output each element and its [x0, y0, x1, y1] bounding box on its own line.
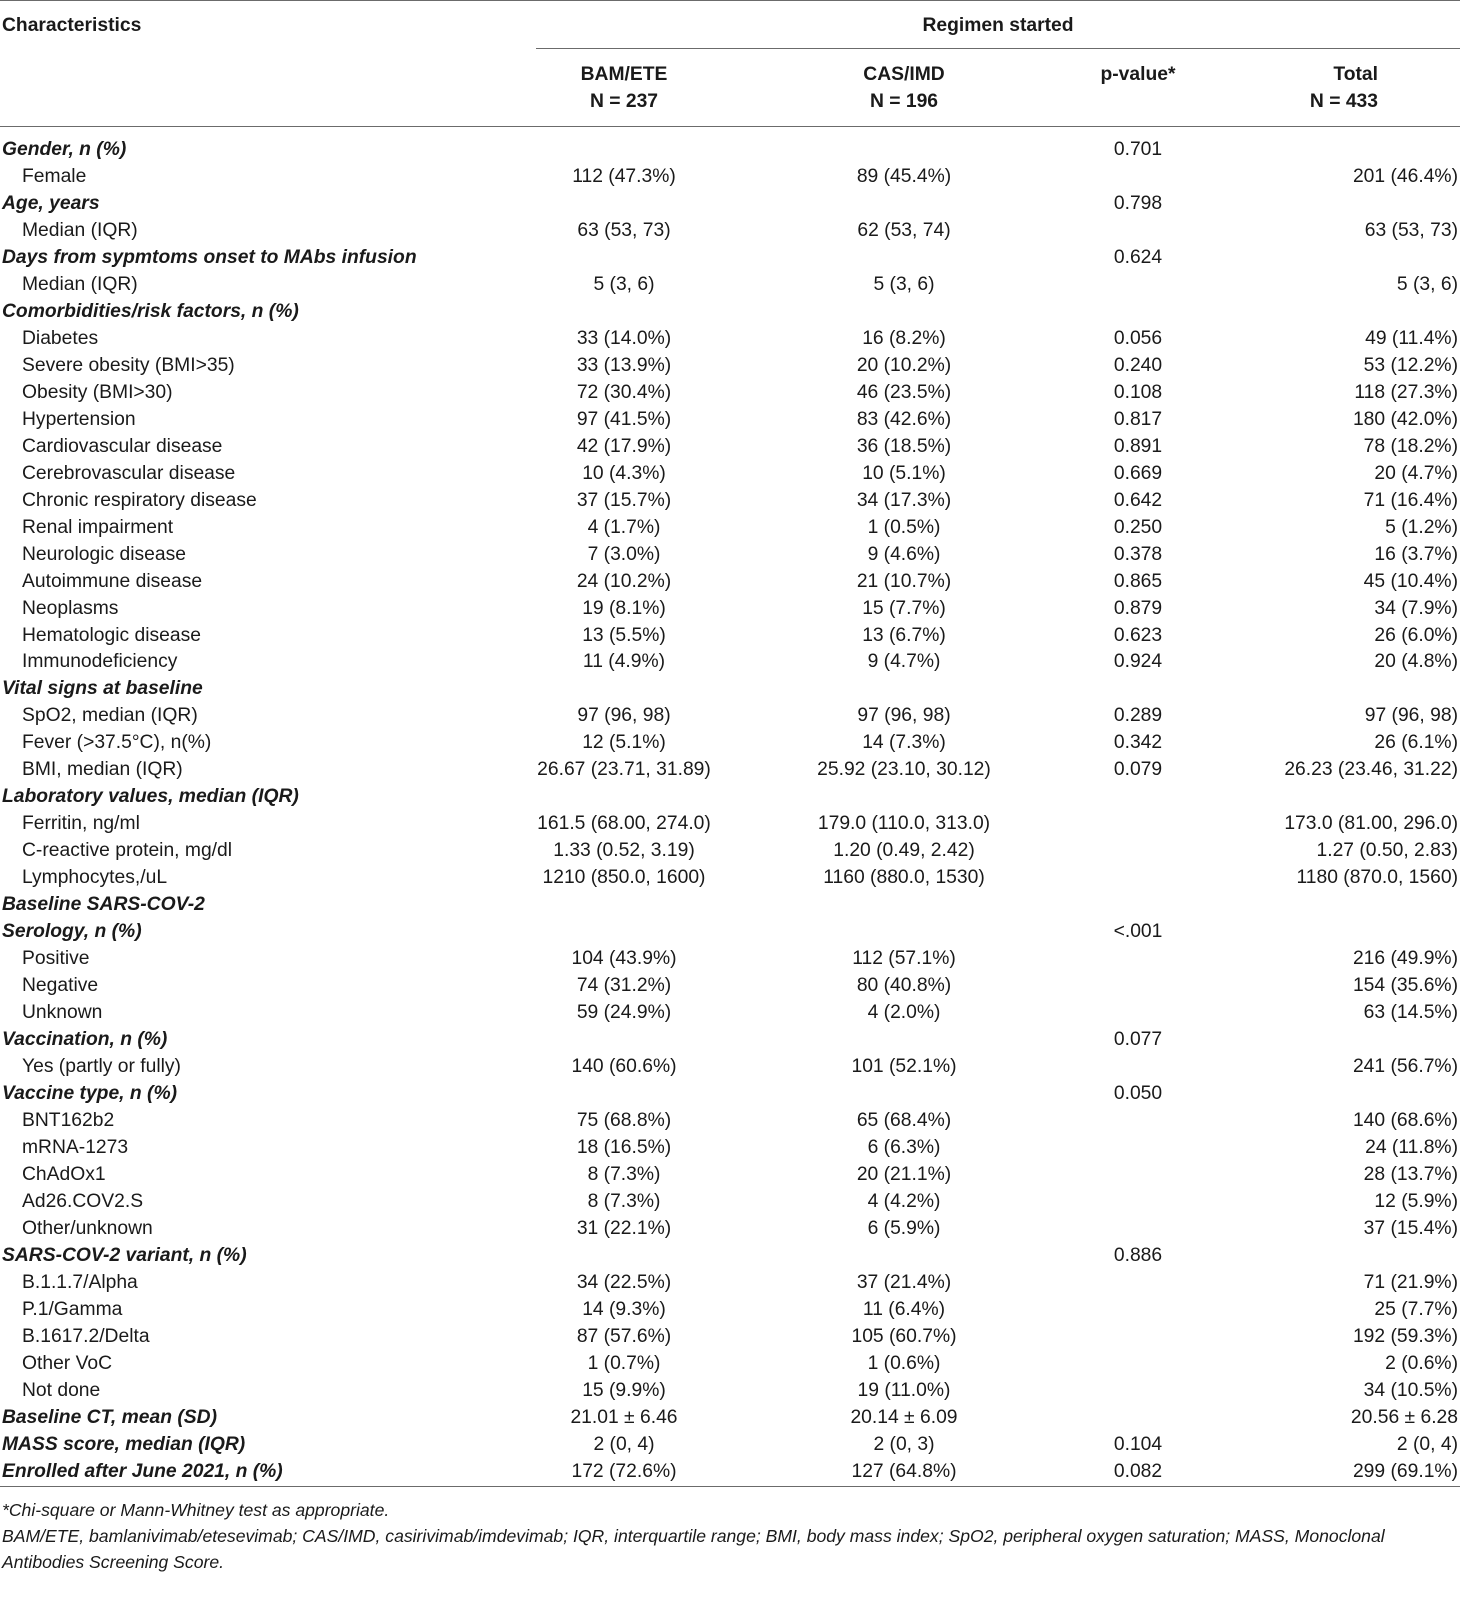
total-value: 154 (35.6%) [1352, 975, 1458, 997]
row-label: Lymphocytes,/uL [22, 867, 168, 889]
total-value: 53 (12.2%) [1363, 354, 1458, 376]
row-label: Fever (>37.5°C), n(%) [22, 732, 212, 754]
row-label: Severe obesity (BMI>35) [22, 354, 235, 376]
p-value: 0.104 [1113, 1433, 1163, 1455]
cas-imd-value: 13 (6.7%) [862, 624, 946, 646]
bam-ete-value: 37 (15.7%) [576, 489, 672, 511]
header-bam-ete-n: N = 237 [589, 91, 659, 112]
total-value: 5 (3, 6) [1396, 273, 1458, 295]
p-value: 0.924 [1113, 651, 1163, 673]
bam-ete-value: 13 (5.5%) [582, 624, 666, 646]
row-label: Other/unknown [22, 1217, 153, 1239]
row-label: P.1/Gamma [22, 1298, 123, 1320]
bam-ete-value: 10 (4.3%) [582, 462, 666, 484]
row-label: BNT162b2 [22, 1109, 115, 1131]
bam-ete-value: 21.01 ± 6.46 [570, 1406, 678, 1428]
total-value: 34 (7.9%) [1374, 597, 1458, 619]
header-p-value: p-value* [1100, 64, 1176, 85]
total-value: 5 (1.2%) [1385, 516, 1458, 538]
bam-ete-value: 104 (43.9%) [571, 948, 677, 970]
bam-ete-value: 18 (16.5%) [576, 1136, 672, 1158]
row-label: Hypertension [22, 408, 136, 430]
total-value: 12 (5.9%) [1374, 1190, 1458, 1212]
p-value: 0.056 [1113, 327, 1163, 349]
cas-imd-value: 6 (5.9%) [867, 1217, 941, 1239]
row-label: Other VoC [22, 1352, 113, 1374]
total-value: 63 (14.5%) [1363, 1002, 1458, 1023]
bam-ete-value: 42 (17.9%) [576, 435, 672, 457]
row-label: Baseline SARS-COV-2 [2, 894, 205, 916]
p-value: 0.891 [1113, 435, 1163, 457]
cas-imd-value: 15 (7.7%) [862, 597, 946, 619]
p-value: 0.886 [1113, 1244, 1163, 1266]
total-value: 299 (69.1%) [1352, 1460, 1458, 1482]
total-value: 16 (3.7%) [1374, 543, 1458, 565]
cas-imd-value: 4 (2.0%) [867, 1002, 941, 1023]
p-value: 0.289 [1113, 705, 1163, 727]
bam-ete-value: 8 (7.3%) [587, 1190, 661, 1212]
total-value: 140 (68.6%) [1352, 1109, 1458, 1131]
bam-ete-value: 87 (57.6%) [576, 1325, 672, 1347]
row-label: Yes (partly or fully) [22, 1056, 181, 1077]
bam-ete-value: 24 (10.2%) [576, 570, 672, 592]
bam-ete-value: 97 (96, 98) [577, 705, 671, 727]
total-value: 37 (15.4%) [1363, 1217, 1458, 1239]
bam-ete-value: 33 (13.9%) [576, 354, 672, 376]
row-label: Autoimmune disease [22, 570, 203, 592]
cas-imd-value: 89 (45.4%) [856, 166, 952, 187]
total-value: 20.56 ± 6.28 [1350, 1406, 1458, 1428]
row-label: Diabetes [22, 327, 99, 349]
p-value: 0.798 [1113, 192, 1163, 214]
row-label: B.1617.2/Delta [22, 1325, 150, 1347]
bam-ete-value: 34 (22.5%) [576, 1271, 672, 1293]
cas-imd-value: 83 (42.6%) [856, 408, 952, 430]
row-label: MASS score, median (IQR) [2, 1433, 246, 1455]
header-total-n: N = 433 [1309, 91, 1378, 112]
regimen-rule [536, 48, 1460, 49]
row-label: Vaccine type, n (%) [2, 1082, 178, 1104]
row-label: Immunodeficiency [22, 651, 178, 673]
p-value: 0.879 [1113, 597, 1163, 619]
top-rule [0, 0, 1460, 1]
cas-imd-value: 112 (57.1%) [852, 948, 956, 970]
p-value: 0.642 [1113, 489, 1163, 511]
row-label: Enrolled after June 2021, n (%) [2, 1460, 283, 1482]
total-value: 25 (7.7%) [1374, 1298, 1458, 1320]
row-label: Vital signs at baseline [2, 678, 203, 700]
bam-ete-value: 140 (60.6%) [571, 1056, 677, 1077]
row-label: Age, years [2, 192, 100, 214]
total-value: 97 (96, 98) [1364, 705, 1458, 727]
cas-imd-value: 34 (17.3%) [856, 489, 952, 511]
bam-ete-value: 15 (9.9%) [582, 1379, 666, 1401]
bam-ete-value: 75 (68.8%) [576, 1109, 672, 1131]
p-value: 0.623 [1113, 624, 1163, 646]
p-value: 0.108 [1113, 381, 1163, 403]
bam-ete-value: 19 (8.1%) [582, 597, 666, 619]
row-label: BMI, median (IQR) [22, 759, 183, 781]
bam-ete-value: 12 (5.1%) [582, 732, 666, 754]
cas-imd-value: 21 (10.7%) [856, 570, 952, 592]
total-value: 28 (13.7%) [1363, 1163, 1458, 1185]
bam-ete-value: 8 (7.3%) [587, 1163, 661, 1185]
row-label: Neurologic disease [22, 543, 186, 565]
row-label: SARS-COV-2 variant, n (%) [2, 1244, 247, 1266]
header-rule [0, 126, 1460, 127]
cas-imd-value: 9 (4.6%) [867, 543, 941, 565]
p-value: 0.817 [1113, 408, 1163, 430]
total-value: 192 (59.3%) [1352, 1325, 1458, 1347]
header-bam-ete: BAM/ETE [580, 64, 668, 85]
cas-imd-value: 14 (7.3%) [862, 732, 946, 754]
p-value: 0.240 [1113, 354, 1163, 376]
p-value: 0.082 [1113, 1460, 1163, 1482]
total-value: 71 (16.4%) [1363, 489, 1458, 511]
total-value: 173.0 (81.00, 296.0) [1284, 813, 1458, 835]
p-value: <.001 [1113, 921, 1163, 943]
row-label: Cerebrovascular disease [22, 462, 236, 484]
total-value: 26 (6.1%) [1374, 732, 1458, 754]
total-value: 2 (0, 4) [1396, 1433, 1458, 1455]
p-value: 0.079 [1113, 759, 1163, 781]
footnote-abbreviations-cont: Antibodies Screening Score. [2, 1552, 225, 1572]
bam-ete-value: 72 (30.4%) [576, 381, 672, 403]
row-label: B.1.1.7/Alpha [22, 1271, 138, 1293]
row-label: Renal impairment [22, 516, 174, 538]
bam-ete-value: 2 (0, 4) [593, 1433, 655, 1455]
cas-imd-value: 1 (0.5%) [867, 516, 941, 538]
total-value: 71 (21.9%) [1363, 1271, 1458, 1293]
cas-imd-value: 37 (21.4%) [856, 1271, 952, 1293]
row-label: Obesity (BMI>30) [22, 381, 173, 403]
total-value: 49 (11.4%) [1365, 327, 1458, 349]
bottom-rule [0, 1486, 1460, 1487]
p-value: 0.050 [1113, 1082, 1163, 1104]
row-label: Chronic respiratory disease [22, 489, 257, 511]
row-label: Comorbidities/risk factors, n (%) [2, 300, 299, 322]
total-value: 180 (42.0%) [1352, 408, 1458, 430]
row-label: Days from sypmtoms onset to MAbs infusion [2, 246, 417, 268]
p-value: 0.701 [1113, 139, 1163, 160]
cas-imd-value: 97 (96, 98) [857, 705, 951, 727]
cas-imd-value: 19 (11.0%) [857, 1379, 951, 1401]
total-value: 24 (11.8%) [1365, 1136, 1458, 1158]
footnote-abbreviations: BAM/ETE, bamlanivimab/etesevimab; CAS/IMD, casirivimab/imdevimab; IQR, interquartile range; BMI, body mass index; SpO2, peripheral oxygen saturation; MASS, Monoclonal [2, 1526, 1385, 1546]
total-value: 118 (27.3%) [1354, 381, 1458, 403]
cas-imd-value: 179.0 (110.0, 313.0) [817, 813, 991, 835]
row-label: C-reactive protein, mg/dl [22, 840, 233, 862]
row-label: Ferritin, ng/ml [22, 813, 140, 835]
total-value: 20 (4.7%) [1374, 462, 1458, 484]
bam-ete-value: 14 (9.3%) [582, 1298, 666, 1320]
p-value: 0.624 [1113, 246, 1163, 268]
row-label: Median (IQR) [22, 219, 138, 241]
cas-imd-value: 5 (3, 6) [873, 273, 935, 295]
row-label: Serology, n (%) [2, 921, 142, 943]
bam-ete-value: 161.5 (68.00, 274.0) [537, 813, 711, 835]
row-label: Cardiovascular disease [22, 435, 223, 457]
cas-imd-value: 4 (4.2%) [867, 1190, 941, 1212]
bam-ete-value: 1.33 (0.52, 3.19) [553, 840, 695, 862]
row-label: Gender, n (%) [2, 139, 127, 160]
cas-imd-value: 105 (60.7%) [851, 1325, 957, 1347]
row-label: Unknown [22, 1002, 103, 1023]
cas-imd-value: 36 (18.5%) [856, 435, 952, 457]
total-value: 78 (18.2%) [1363, 435, 1458, 457]
row-label: Vaccination, n (%) [2, 1029, 168, 1050]
p-value: 0.342 [1113, 732, 1163, 754]
bam-ete-value: 1210 (850.0, 1600) [542, 867, 706, 889]
cas-imd-value: 20 (10.2%) [856, 354, 952, 376]
cas-imd-value: 101 (52.1%) [851, 1056, 957, 1077]
cas-imd-value: 2 (0, 3) [873, 1433, 935, 1455]
header-total: Total [1333, 64, 1378, 85]
bam-ete-value: 59 (24.9%) [576, 1002, 672, 1023]
row-label: ChAdOx1 [22, 1163, 106, 1185]
bam-ete-value: 26.67 (23.71, 31.89) [537, 759, 711, 781]
header-cas-imd: CAS/IMD [863, 64, 945, 85]
cas-imd-value: 11 (6.4%) [862, 1298, 946, 1320]
cas-imd-value: 65 (68.4%) [856, 1109, 952, 1131]
p-value: 0.250 [1113, 516, 1163, 538]
row-label: Baseline CT, mean (SD) [2, 1406, 218, 1428]
row-label: Hematologic disease [22, 624, 201, 646]
cas-imd-value: 10 (5.1%) [862, 462, 946, 484]
row-label: SpO2, median (IQR) [22, 705, 198, 727]
row-label: Ad26.COV2.S [22, 1190, 144, 1212]
total-value: 20 (4.8%) [1374, 651, 1458, 673]
header-regimen-started: Regimen started [922, 15, 1074, 36]
p-value: 0.378 [1113, 543, 1163, 565]
total-value: 201 (46.4%) [1352, 166, 1458, 187]
cas-imd-value: 127 (64.8%) [851, 1460, 957, 1482]
bam-ete-value: 172 (72.6%) [571, 1460, 677, 1482]
row-label: mRNA-1273 [22, 1136, 129, 1158]
cas-imd-value: 9 (4.7%) [867, 651, 941, 673]
row-label: Female [22, 166, 87, 187]
bam-ete-value: 97 (41.5%) [576, 408, 672, 430]
bam-ete-value: 1 (0.7%) [587, 1352, 661, 1374]
cas-imd-value: 80 (40.8%) [856, 975, 952, 997]
bam-ete-value: 31 (22.1%) [576, 1217, 672, 1239]
row-label: Laboratory values, median (IQR) [2, 786, 299, 808]
p-value: 0.669 [1113, 462, 1163, 484]
cas-imd-value: 1160 (880.0, 1530) [823, 867, 985, 889]
cas-imd-value: 6 (6.3%) [867, 1136, 941, 1158]
bam-ete-value: 5 (3, 6) [593, 273, 655, 295]
cas-imd-value: 46 (23.5%) [856, 381, 952, 403]
bam-ete-value: 7 (3.0%) [587, 543, 661, 565]
total-value: 34 (10.5%) [1363, 1379, 1458, 1401]
cas-imd-value: 25.92 (23.10, 30.12) [817, 759, 991, 781]
total-value: 241 (56.7%) [1352, 1056, 1458, 1077]
bam-ete-value: 63 (53, 73) [577, 219, 671, 241]
row-label: Not done [22, 1379, 101, 1401]
total-value: 1180 (870.0, 1560) [1296, 867, 1458, 889]
total-value: 63 (53, 73) [1364, 219, 1458, 241]
header-characteristics: Characteristics [2, 15, 142, 36]
total-value: 26.23 (23.46, 31.22) [1284, 759, 1458, 781]
row-label: Neoplasms [22, 597, 119, 619]
cas-imd-value: 1 (0.6%) [867, 1352, 941, 1374]
p-value: 0.077 [1113, 1029, 1163, 1050]
bam-ete-value: 74 (31.2%) [576, 975, 672, 997]
bam-ete-value: 11 (4.9%) [582, 651, 666, 673]
bam-ete-value: 33 (14.0%) [576, 327, 672, 349]
row-label: Median (IQR) [22, 273, 138, 295]
footnote-test: *Chi-square or Mann-Whitney test as appropriate. [2, 1500, 390, 1520]
bam-ete-value: 4 (1.7%) [587, 516, 661, 538]
row-label: Positive [22, 948, 90, 970]
bam-ete-value: 112 (47.3%) [572, 166, 676, 187]
total-value: 216 (49.9%) [1352, 948, 1458, 970]
cas-imd-value: 1.20 (0.49, 2.42) [833, 840, 975, 862]
header-cas-imd-n: N = 196 [869, 91, 939, 112]
total-value: 26 (6.0%) [1374, 624, 1458, 646]
cas-imd-value: 62 (53, 74) [857, 219, 951, 241]
cas-imd-value: 16 (8.2%) [862, 327, 946, 349]
total-value: 45 (10.4%) [1363, 570, 1458, 592]
cas-imd-value: 20 (21.1%) [856, 1163, 952, 1185]
row-label: Negative [22, 975, 99, 997]
cas-imd-value: 20.14 ± 6.09 [850, 1406, 958, 1428]
total-value: 2 (0.6%) [1385, 1352, 1458, 1374]
total-value: 1.27 (0.50, 2.83) [1316, 840, 1458, 862]
p-value: 0.865 [1113, 570, 1163, 592]
